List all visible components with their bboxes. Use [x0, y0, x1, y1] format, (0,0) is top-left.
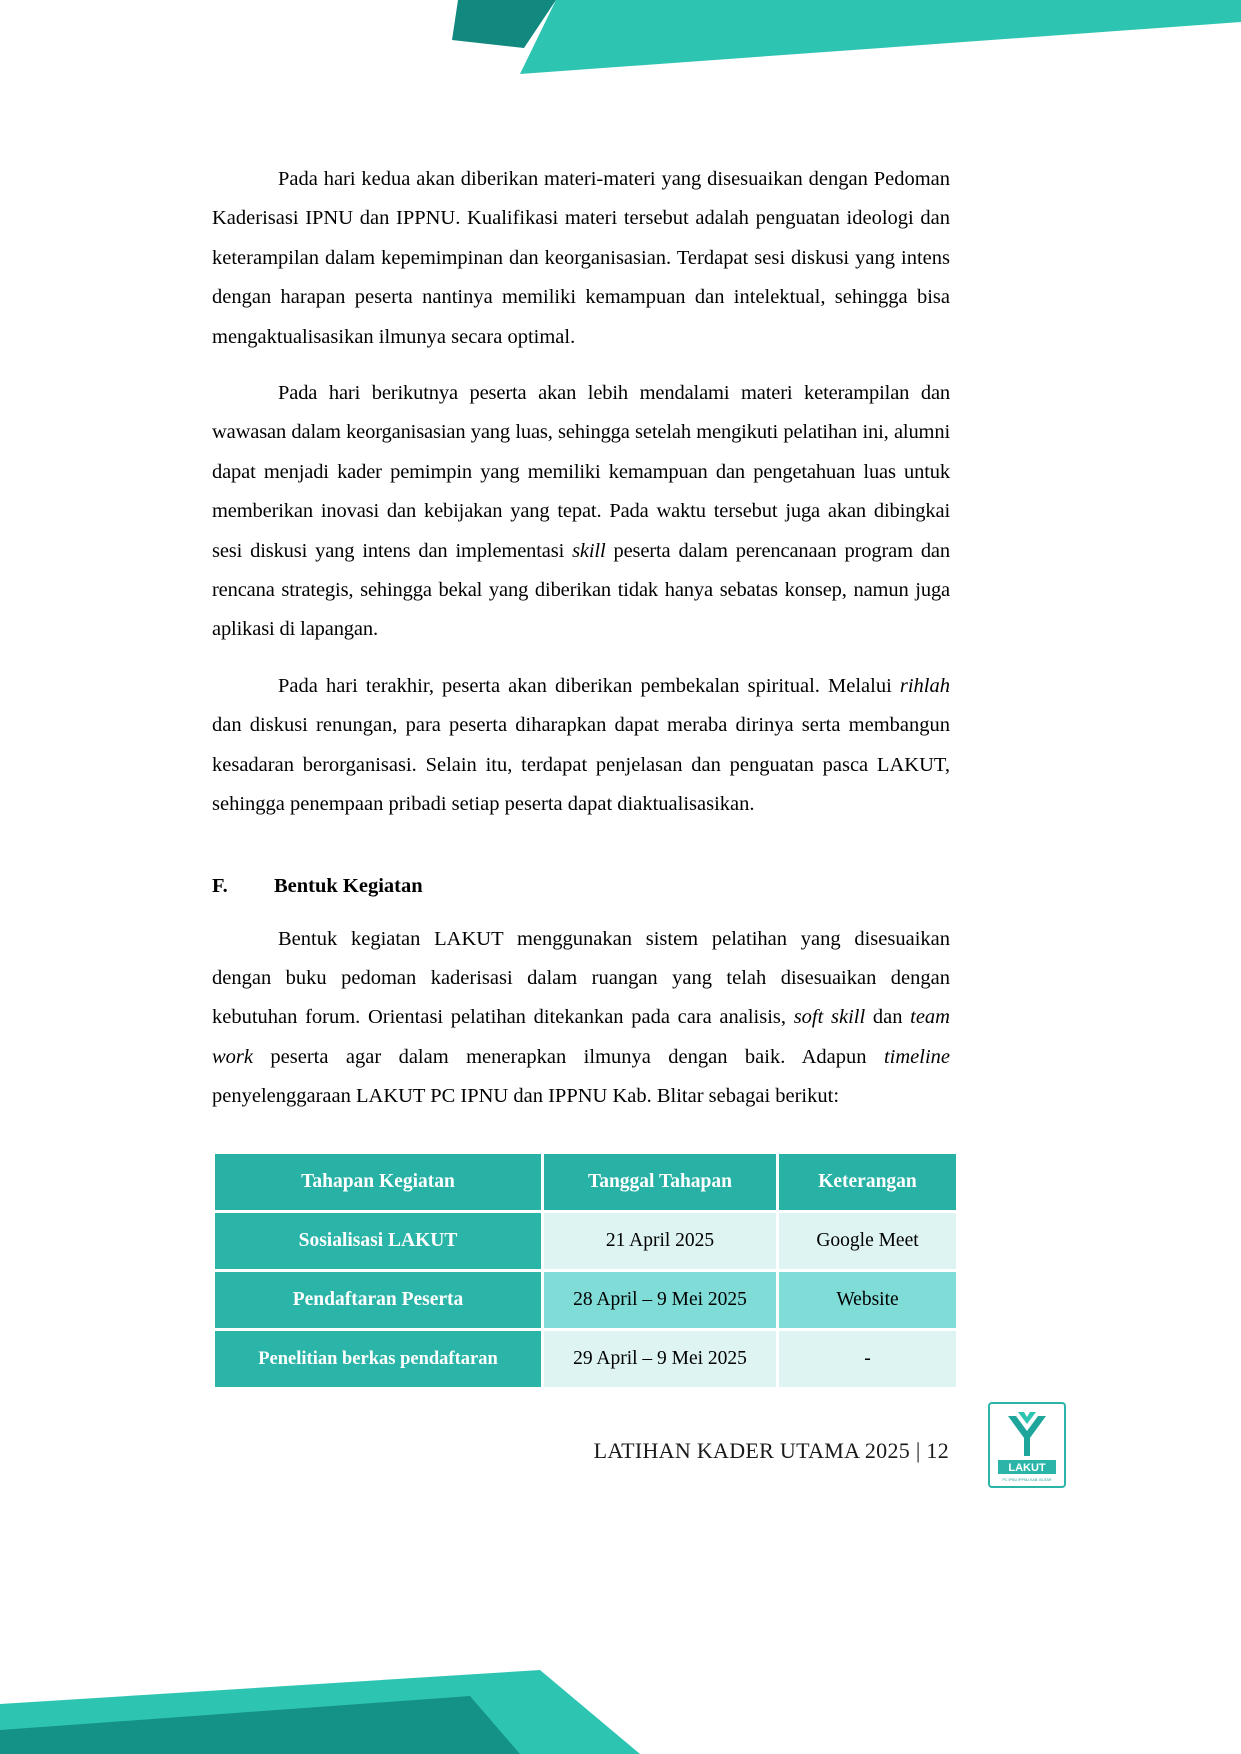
cell-stage: Sosialisasi LAKUT: [215, 1213, 541, 1269]
table-row: [215, 1272, 956, 1328]
section-heading-label: Bentuk Kegiatan: [274, 874, 423, 897]
timeline-table: [212, 1151, 959, 1390]
content-column: [212, 0, 950, 1390]
cell-note: Website: [779, 1272, 956, 1328]
table-row: [215, 1213, 956, 1269]
logo-label-text: LAKUT: [1008, 1462, 1046, 1474]
paragraph-4: Bentuk kegiatan LAKUT menggunakan sistem pelatihan yang disesuaikan dengan buku pedoman kaderisasi dalam ruangan yang telah disesuaikan dengan kebutuhan forum. Orientasi pelatihan ditekankan pada cara analisis, soft skill dan team work peserta agar dalam menerapkan ilmunya dengan baik. Adapun timeline penyelenggaraan LAKUT PC IPNU dan IPPNU Kab. Blitar sebagai berikut:: [212, 927, 950, 1108]
lakut-logo-mark: [988, 1402, 1066, 1488]
section-heading-letter: F.: [212, 874, 228, 897]
paragraph-2: Pada hari berikutnya peserta akan lebih mendalami materi keterampilan dan wawasan dalam keorganisasian yang luas, sehingga setelah mengikuti pelatihan ini, alumni dapat menjadi kader pemimpin yang memiliki kemampuan dan pengetahuan luas untuk memberikan inovasi dan kebijakan yang tepat. Pada waktu tersebut juga akan dibingkai sesi diskusi yang intens dan implementasi skill peserta dalam perencanaan program dan rencana strategis, sehingga bekal yang diberikan tidak hanya sebatas konsep, namun juga aplikasi di lapangan.: [212, 382, 950, 641]
footer-shape-dark-teal: [0, 1696, 520, 1754]
cell-date: 21 April 2025: [544, 1213, 776, 1269]
table-header-tahapan: Tahapan Kegiatan: [215, 1154, 541, 1210]
footer-decoration: [0, 1634, 1241, 1754]
timeline-table-body: [215, 1213, 956, 1387]
footer-shape-bright-teal: [0, 1670, 640, 1754]
page-footer-text: LATIHAN KADER UTAMA 2025 | 12: [593, 1438, 949, 1463]
cell-note: Google Meet: [779, 1213, 956, 1269]
cell-date: 28 April – 9 Mei 2025: [544, 1272, 776, 1328]
table-row: [215, 1331, 956, 1387]
table-header-keterangan: Keterangan: [779, 1154, 956, 1210]
cell-note: -: [779, 1331, 956, 1387]
logo-sublabel-text: PC IPNU IPPNU KAB. BLITAR: [1002, 1478, 1052, 1482]
cell-date: 29 April – 9 Mei 2025: [544, 1331, 776, 1387]
cell-stage: Pendaftaran Peserta: [215, 1272, 541, 1328]
paragraph-1: Pada hari kedua akan diberikan materi-materi yang disesuaikan dengan Pedoman Kaderisasi IPNU dan IPPNU. Kualifikasi materi tersebut adalah penguatan ideologi dan keterampilan dalam kepemimpinan dan keorganisasian. Terdapat sesi diskusi yang intens dengan harapan peserta nantinya memiliki kemampuan dan intelektual, sehingga bisa mengaktualisasikan ilmunya secara optimal.: [212, 168, 950, 348]
timeline-table-head: [215, 1154, 956, 1210]
section-heading: [212, 871, 950, 901]
table-header-row: [215, 1154, 956, 1210]
table-header-tanggal: Tanggal Tahapan: [544, 1154, 776, 1210]
cell-stage: Penelitian berkas pendaftaran: [215, 1331, 541, 1387]
lakut-logo: [988, 1402, 1066, 1488]
logo-stem: [1024, 1432, 1030, 1456]
paragraph-3: Pada hari terakhir, peserta akan diberikan pembekalan spiritual. Melalui rihlah dan diskusi renungan, para peserta diharapkan dapat meraba dirinya serta membangun kesadaran berorganisasi. Selain itu, terdapat penjelasan dan penguatan pasca LAKUT, sehingga penempaan pribadi setiap peserta dapat diaktualisasikan.: [212, 674, 950, 816]
